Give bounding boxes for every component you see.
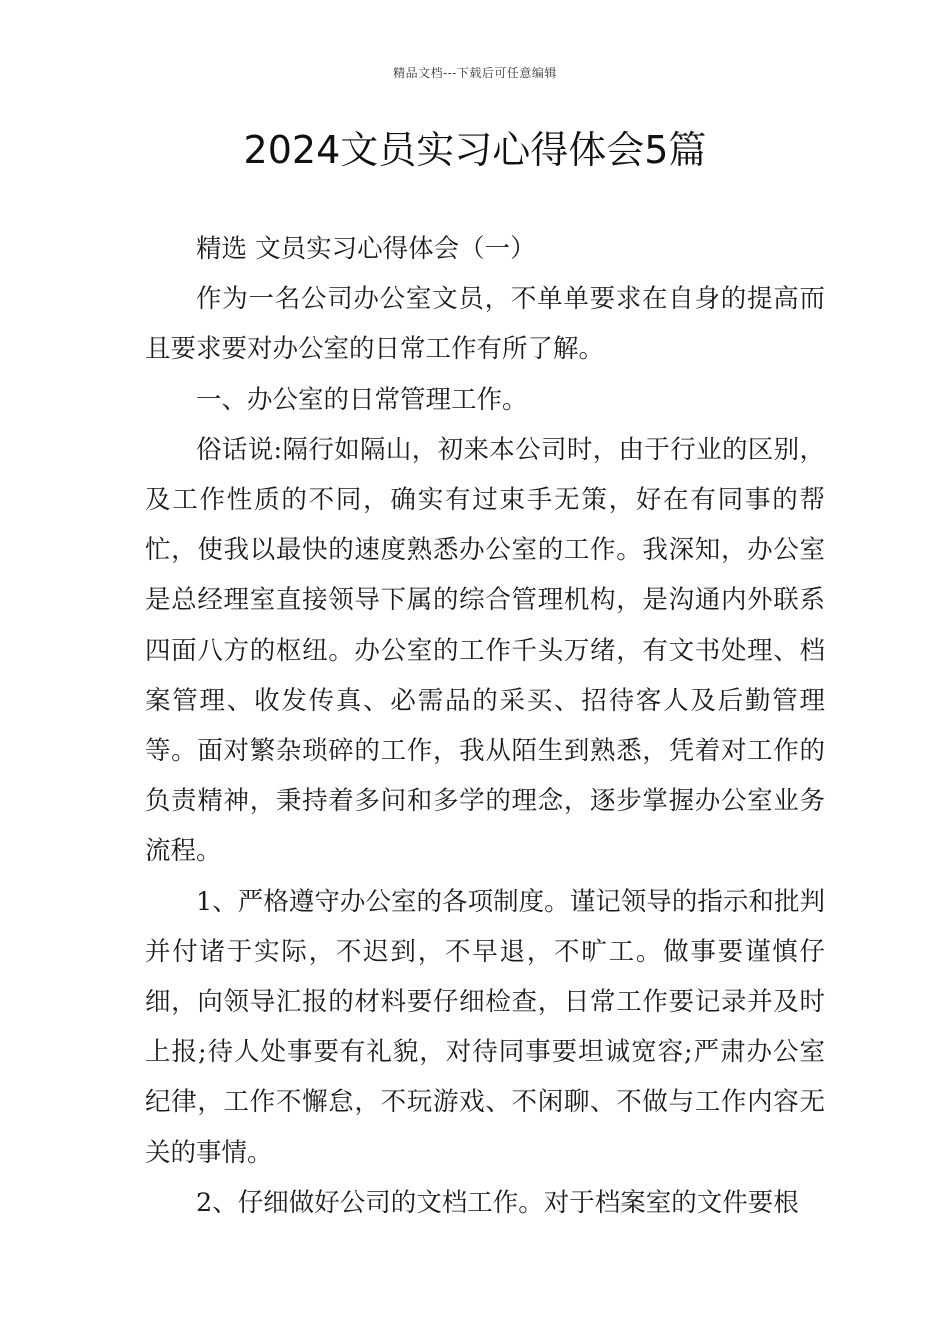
paragraph-section-heading: 精选 文员实习心得体会（一） bbox=[196, 234, 536, 264]
paragraph-intro: 作为一名公司办公室文员，不单单要求在自身的提高而且要求要对办公室的日常工作有所了解。 bbox=[145, 284, 825, 365]
document-title: 2024文员实习心得体会5篇 bbox=[243, 128, 707, 172]
paragraph-item-1: 1、严格遵守办公室的各项制度。谨记领导的指示和批判并付诸于实际，不迟到，不早退，不旷工。做事要谨慎仔细，向领导汇报的材料要仔细检查，日常工作要记录并及时上报;待人处事要有礼貌，对待同事要坦诚宽容;严肃办公室纪律，工作不懈怠，不玩游戏、不闲聊、不做与工作内容无关的事情。 bbox=[145, 886, 825, 1168]
paragraph-daily-management: 俗话说:隔行如隔山，初来本公司时，由于行业的区别，及工作性质的不同，确实有过束手无策，好在有同事的帮忙，使我以最快的速度熟悉办公室的工作。我深知，办公室是总经理室直接领导下属的综合管理机构，是沟通内外联系四面八方的枢纽。办公室的工作千头万绪，有文书处理、档案管理、收发传真、必需品的采买、招待客人及后勤管理等。面对繁杂琐碎的工作，我从陌生到熟悉，凭着对工作的负责精神，秉持着多问和多学的理念，逐步掌握办公室业务流程。 bbox=[145, 434, 825, 867]
header-note: 精品文档---下载后可任意编辑 bbox=[393, 66, 557, 80]
document-body bbox=[145, 224, 825, 1228]
paragraph-subheading: 一、办公室的日常管理工作。 bbox=[196, 384, 528, 415]
paragraph-item-2: 2、仔细做好公司的文档工作。对于档案室的文件要根 bbox=[196, 1187, 799, 1218]
